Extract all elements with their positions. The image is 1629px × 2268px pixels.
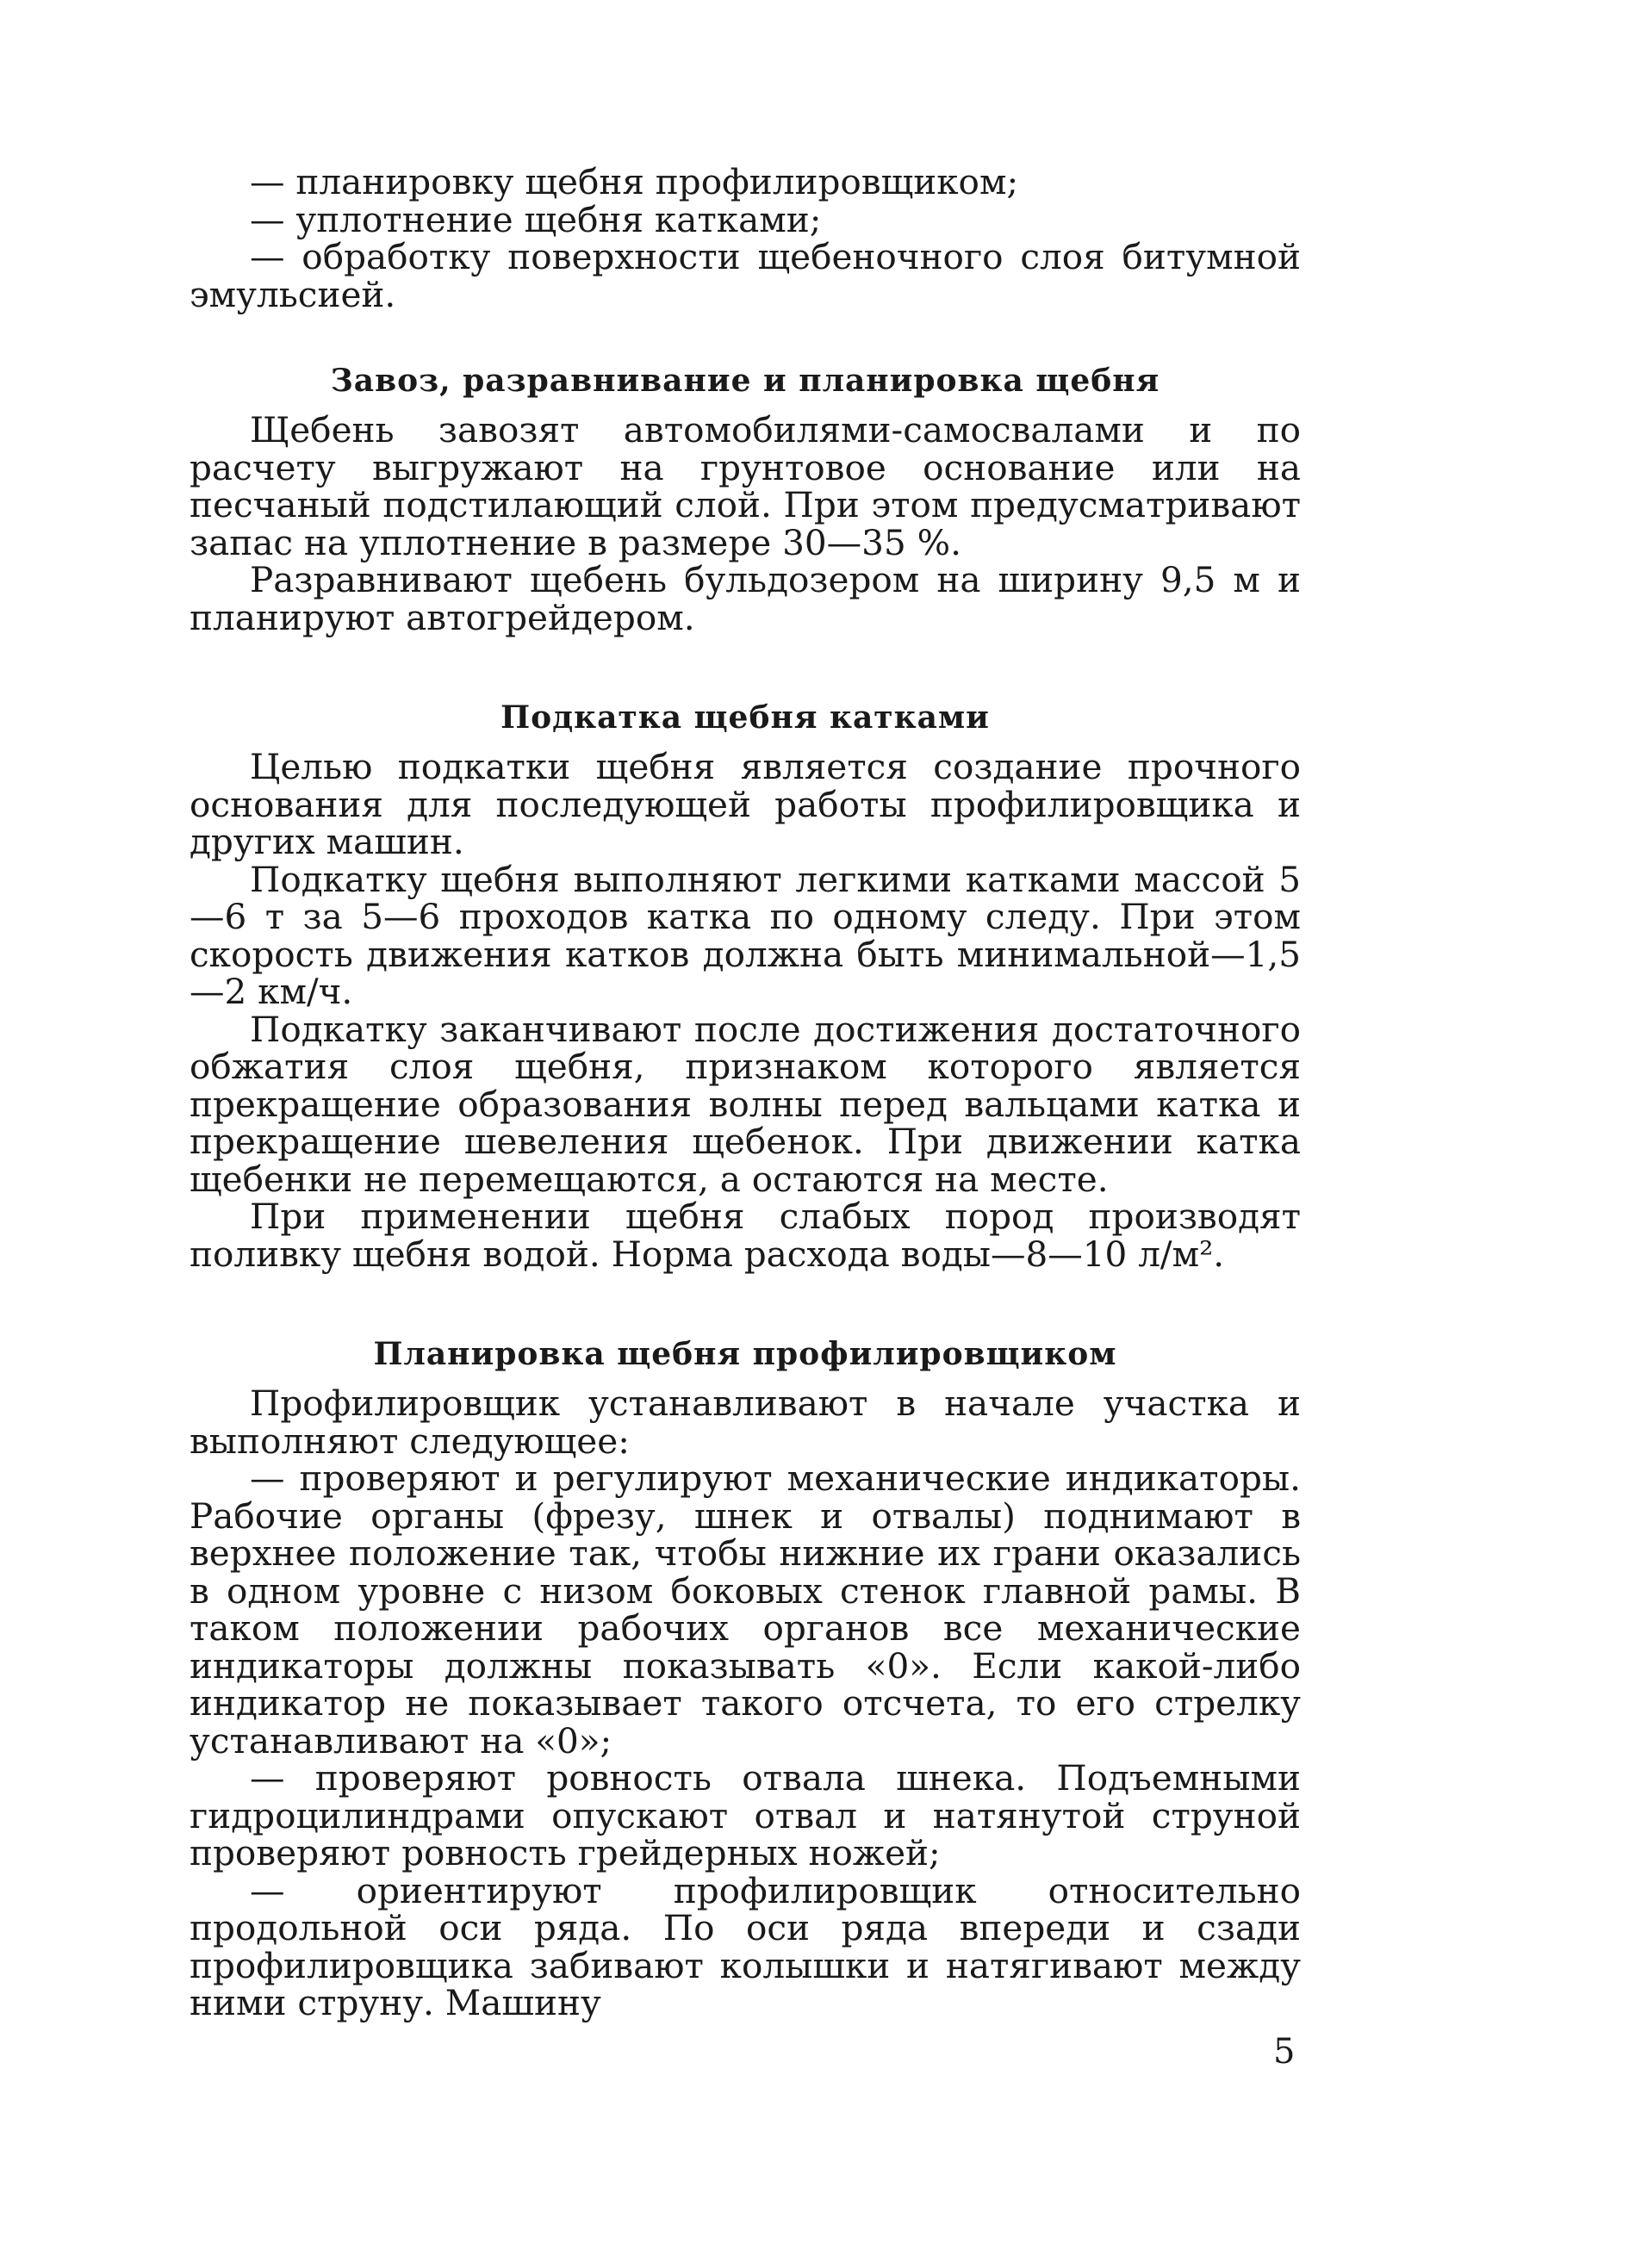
paragraph: Разравнивают щебень бульдозером на ширину 9,5 м и планируют автогрейдером. bbox=[190, 559, 1301, 638]
intro-item: — уплотнение щебня катками; bbox=[250, 198, 822, 240]
paragraph: — проверяют ровность отвала шнека. Подъемными гидроцилиндрами опускают отвал и натянутой струной проверяют ровность грейдерных ножей; bbox=[190, 1757, 1301, 1873]
paragraph: Подкатку щебня выполняют легкими катками массой 5—6 т за 5—6 проходов катка по одному следу. При этом скорость движения катков должна быть минимальной—1,5—2 км/ч. bbox=[190, 858, 1301, 1012]
section-heading: Завоз, разравнивание и планировка щебня bbox=[330, 363, 1160, 399]
section-heading: Подкатка щебня катками bbox=[501, 699, 990, 736]
intro-item: — планировку щебня профилировщиком; bbox=[250, 161, 1019, 202]
document-page bbox=[190, 161, 1301, 2023]
paragraph: При применении щебня слабых пород производят поливку щебня водой. Норма расхода воды—8—10 л/м². bbox=[190, 1196, 1301, 1275]
intro-item: — обработку поверхности щебеночного слоя битумной эмульсией. bbox=[190, 236, 1301, 315]
page-number: 5 bbox=[1273, 2032, 1296, 2072]
paragraph: Профилировщик устанавливают в начале участка и выполняют следующее: bbox=[190, 1383, 1301, 1462]
section-heading: Планировка щебня профилировщиком bbox=[373, 1336, 1117, 1372]
paragraph: Щебень завозят автомобилями-самосвалами и по расчету выгружают на грунтовое основание или на песчаный подстилающий слой. При этом предусматривают запас на уплотнение в размере 30—35 %. bbox=[190, 409, 1301, 563]
paragraph: — ориентируют профилировщик относительно продольной оси ряда. По оси ряда впереди и сзади профилировщика забивают колышки и натягивают между ними струну. Машину bbox=[190, 1869, 1301, 2023]
paragraph: Целью подкатки щебня является создание прочного основания для последующей работы профилировщика и других машин. bbox=[190, 746, 1301, 862]
paragraph: — проверяют и регулируют механические индикаторы. Рабочие органы (фрезу, шнек и отвалы) поднимают в верхнее положение так, чтобы нижние их грани оказались в одном уровне с низом боковых стенок главной рамы. В таком положении рабочих органов все механические индикаторы должны показывать «0». Если какой-либо индикатор не показывает такого отсчета, то его стрелку устанавливают на «0»; bbox=[190, 1457, 1301, 1762]
paragraph: Подкатку заканчивают после достижения достаточного обжатия слоя щебня, признаком которого является прекращение образования волны перед вальцами катка и прекращение шевеления щебенок. При движении катка щебенки не перемещаются, а остаются на месте. bbox=[190, 1008, 1301, 1200]
